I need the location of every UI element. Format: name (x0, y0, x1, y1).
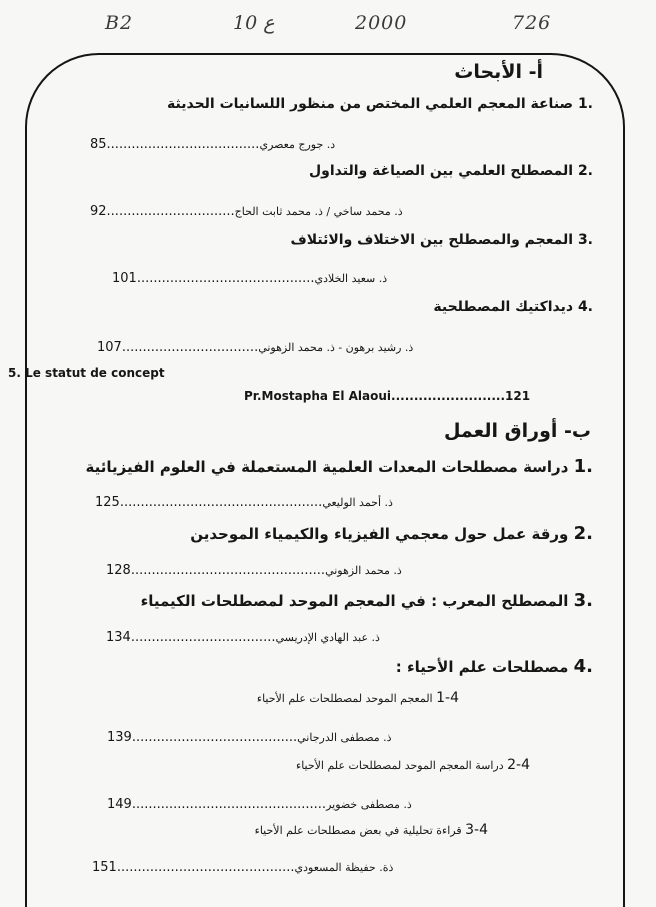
paper-item-3-title: 3. المصطلح المعرب : في المعجم الموحد لمصطلحات الكيمياء (140, 590, 593, 611)
research-item-3-author: ذ. سعيد الخلادي (314, 272, 388, 285)
paper-item-2-title: 2. ورقة عمل حول معجمي الفيزياء والكيمياء الموحدين (190, 523, 593, 544)
research-item-4-entry: 107.................................ذ. رشيد برهون - ذ. محمد الزهوني (97, 340, 414, 355)
handwritten-note-mid: 10 ع (233, 12, 275, 34)
handwritten-note-left: B2 (105, 12, 134, 34)
research-item-2-entry: 92...............................ذ. محمد ساخي / ذ. محمد ثابت الحاج (90, 204, 403, 219)
paper-item-2-author: ذ. محمد الزهوني (325, 564, 402, 577)
sub-item-4-1-title: 1-4 المعجم الموحد لمصطلحات علم الأحياء (256, 690, 459, 706)
sub-item-4-1-entry: 139........................................ذ. مصطفى الدرجاني (107, 730, 392, 745)
paper-item-3-page: 134 (106, 630, 131, 645)
sub-item-4-3-title: 3-4 قراءة تحليلية في بعض مصطلحات علم الأحياء (254, 822, 488, 838)
research-item-4-page: 107 (97, 340, 122, 355)
sub-item-4-2-entry: 149...............................................ذ. مصطفى خضوير (107, 797, 412, 812)
section-title-research: أ- الأبحاث (454, 61, 543, 83)
research-item-4-title: 4. ديداكتيك المصطلحية (433, 299, 593, 315)
research-item-4-author: ذ. رشيد برهون - ذ. محمد الزهوني (258, 341, 414, 354)
research-item-2-author: ذ. محمد ساخي / ذ. محمد ثابت الحاج (234, 205, 403, 218)
sub-item-4-2-title: 2-4 دراسة المعجم الموحد لمصطلحات علم الأحياء (296, 757, 530, 773)
sub-item-4-3-entry: 151...........................................ذة. حفيظة المسعودي (92, 860, 394, 875)
paper-item-1-entry: 125.................................................ذ. أحمد الوليعي (95, 495, 393, 510)
paper-item-3-author: ذ. عبد الهادي الإدريسي (275, 631, 380, 644)
section-title-papers: ب- أوراق العمل (443, 420, 591, 442)
french-item-entry: Pr.Mostapha El Alaoui.........................121 (244, 389, 531, 403)
french-item-title: 5. Le statut de concept (8, 366, 165, 380)
research-item-3-page: 101 (112, 271, 137, 286)
research-item-1-author: د. جورج معصري (259, 138, 336, 151)
research-item-1-entry: 85.....................................د. جورج معصري (90, 137, 336, 152)
paper-item-2-page: 128 (106, 563, 131, 578)
research-item-2-title: 2. المصطلح العلمي بين الصياغة والتداول (309, 163, 593, 179)
paper-item-1-title: 1. دراسة مصطلحات المعدات العلمية المستعملة في العلوم الفيزيائية (85, 456, 593, 477)
paper-item-2-entry: 128...............................................ذ. محمد الزهوني (106, 563, 402, 578)
sub-item-4-2-author: ذ. مصطفى خضوير (326, 798, 412, 811)
page-frame (25, 53, 625, 907)
paper-item-4-title: 4. مصطلحات علم الأحياء : (395, 656, 593, 677)
handwritten-year: 2000 (355, 12, 408, 34)
research-item-3-title: 3. المعجم والمصطلح بين الاختلاف والائتلاف (290, 232, 593, 248)
paper-item-1-page: 125 (95, 495, 120, 510)
sub-item-4-1-page: 139 (107, 730, 132, 745)
sub-item-4-1-author: ذ. مصطفى الدرجاني (297, 731, 392, 744)
french-item-page: 121 (505, 389, 531, 403)
research-item-3-entry: 101...........................................ذ. سعيد الخلادي (112, 271, 388, 286)
sub-item-4-2-page: 149 (107, 797, 132, 812)
french-item-author: Pr.Mostapha El Alaoui (244, 389, 392, 403)
research-item-1-page: 85 (90, 137, 107, 152)
research-item-2-page: 92 (90, 204, 107, 219)
sub-item-4-3-page: 151 (92, 860, 117, 875)
paper-item-3-entry: 134...................................ذ. عبد الهادي الإدريسي (106, 630, 380, 645)
sub-item-4-3-author: ذة. حفيظة المسعودي (294, 861, 394, 874)
handwritten-number: 726 (512, 12, 552, 34)
paper-item-1-author: ذ. أحمد الوليعي (322, 496, 393, 509)
research-item-1-title: 1. صناعة المعجم العلمي المختص من منظور اللسانيات الحديثة (167, 96, 593, 112)
